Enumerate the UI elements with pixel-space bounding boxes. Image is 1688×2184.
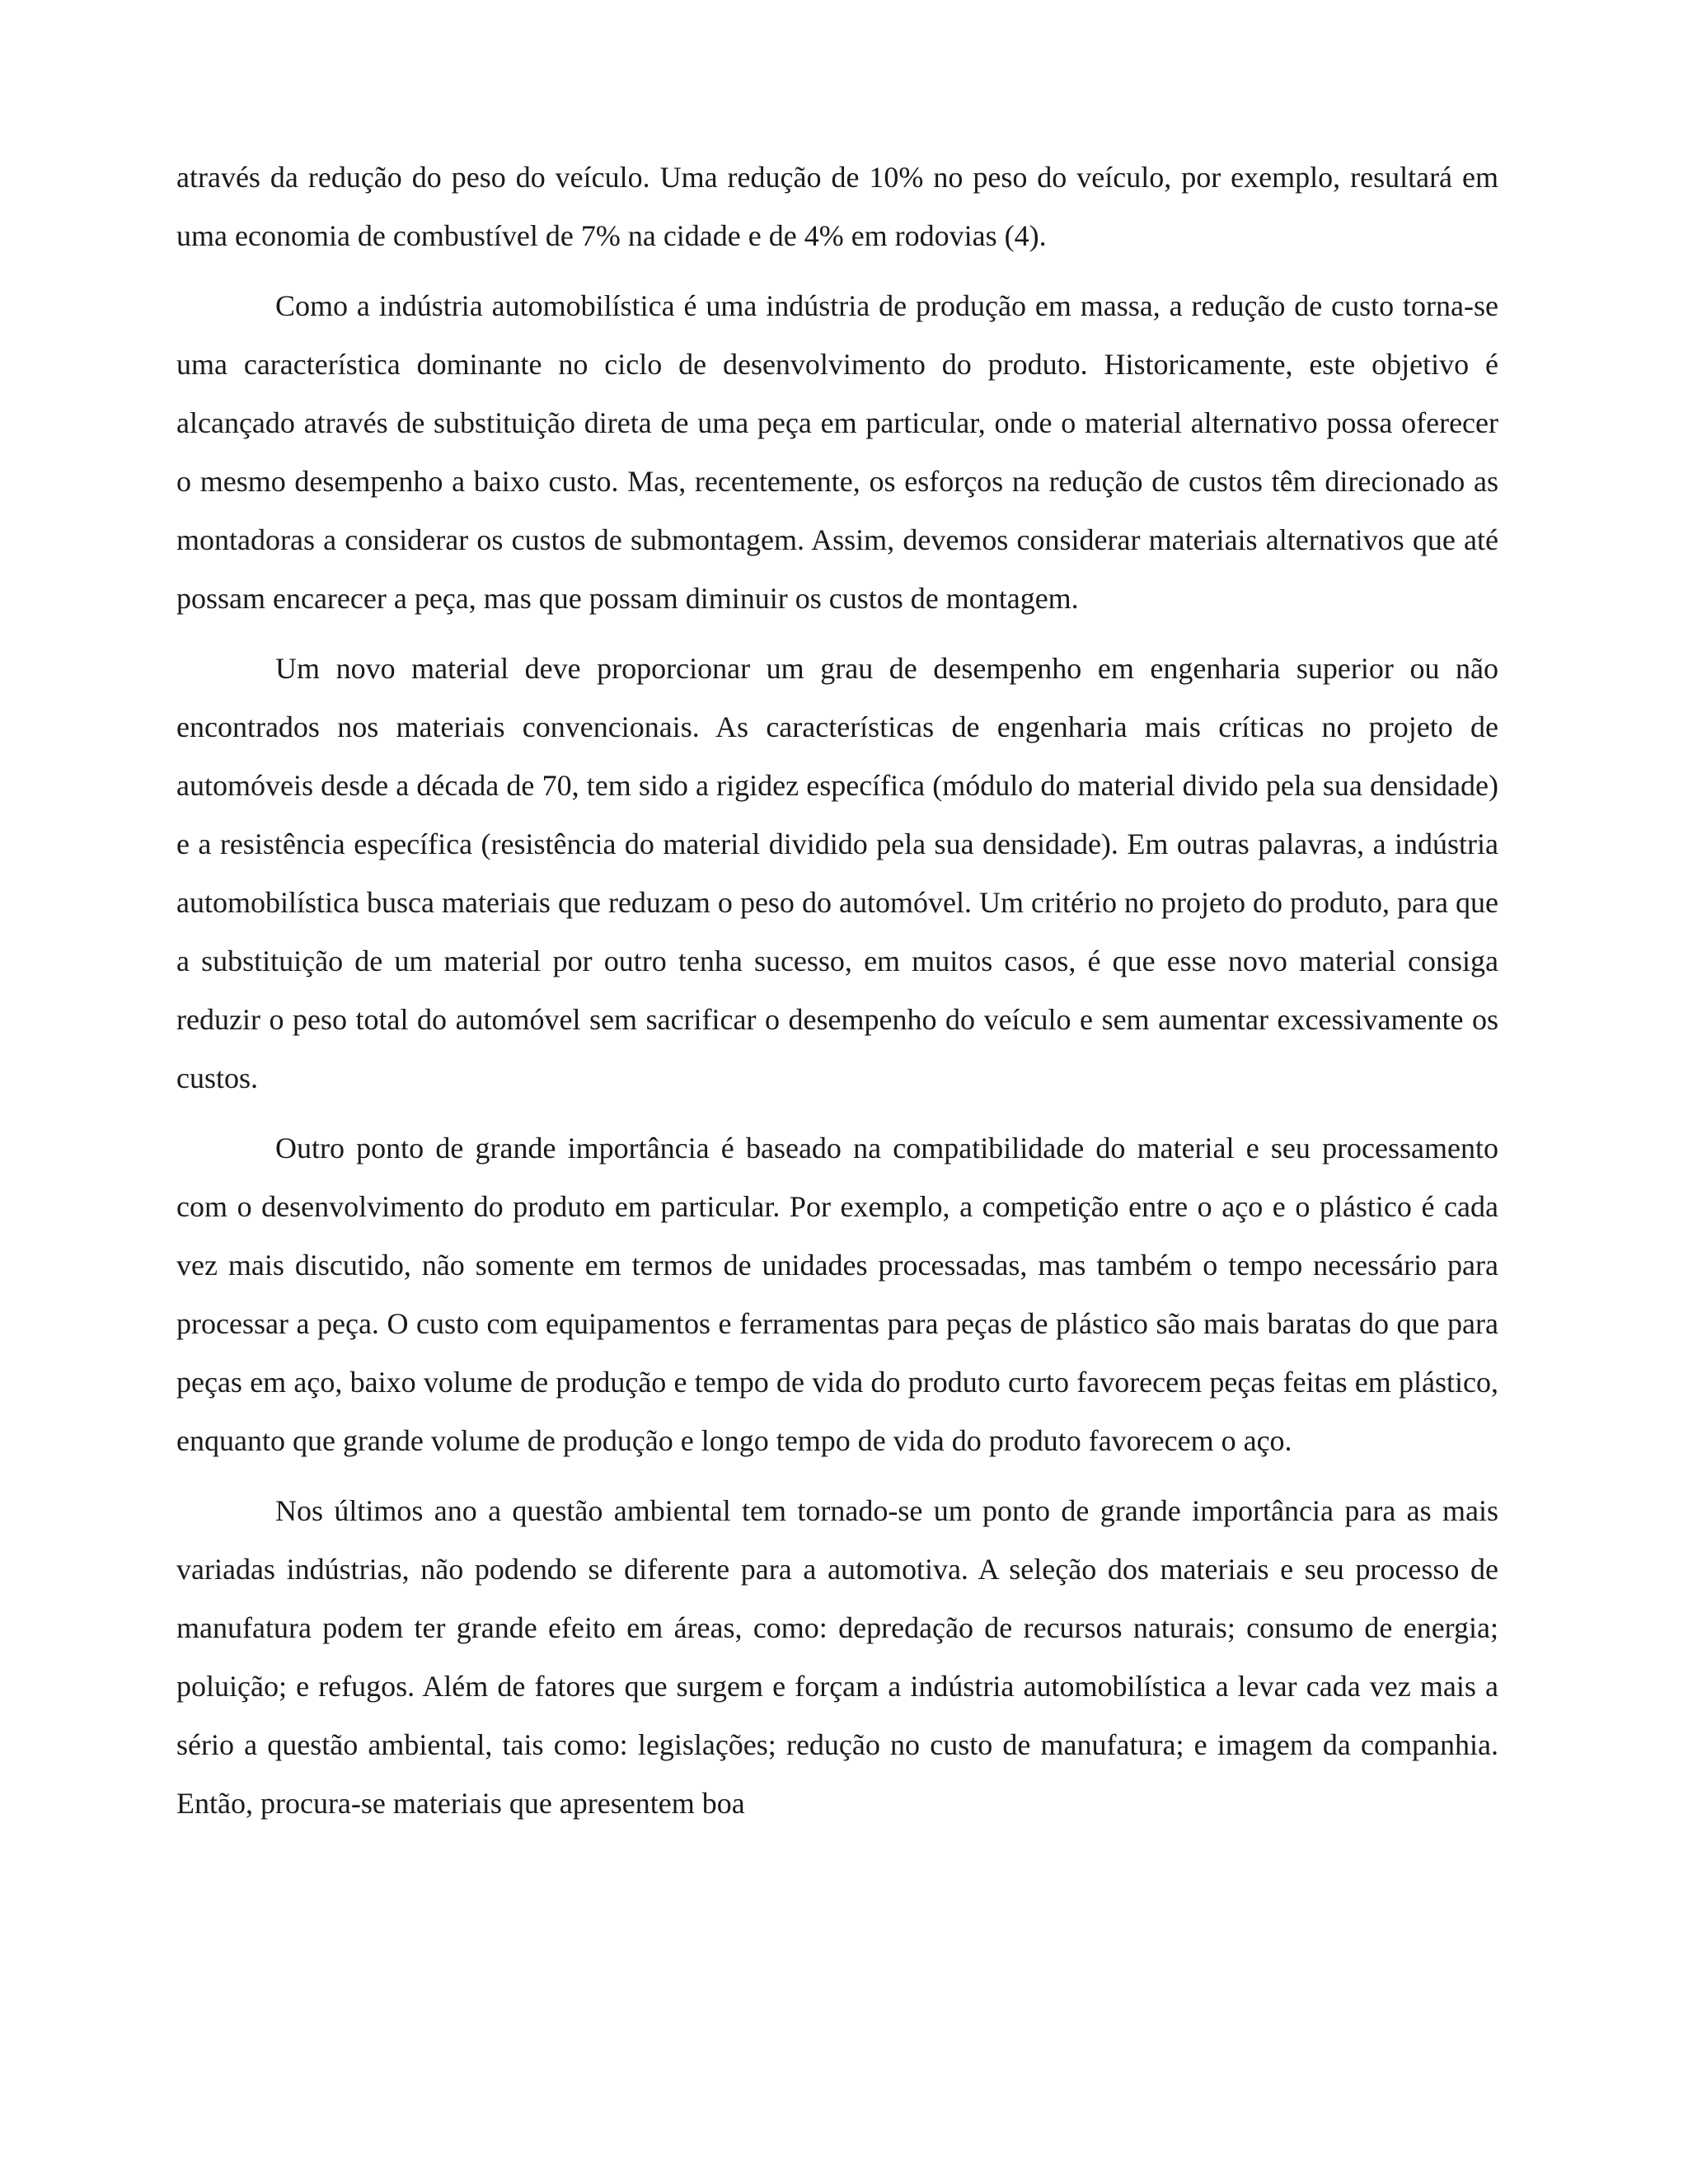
paragraph-5: Nos últimos ano a questão ambiental tem tornado-se um ponto de grande importância para as mais variadas indústrias, não podendo se diferente para a automotiva. A seleção dos materiais e seu processo de manufatura podem ter grande efeito em áreas, como: depredação de recursos naturais; consumo de energia; poluição; e refugos. Além de fatores que surgem e forçam a indústria automobilística a levar cada vez mais a sério a questão ambiental, tais como: legislações; redução no custo de manufatura; e imagem da companhia. Então, procura-se materiais que apresentem boa — [176, 1494, 1498, 1820]
paragraph-2: Como a indústria automobilística é uma indústria de produção em massa, a redução de custo torna-se uma característica dominante no ciclo de desenvolvimento do produto. Historicamente, este objetivo é alcançado através de substituição direta de uma peça em particular, onde o material alternativo possa oferecer o mesmo desempenho a baixo custo. Mas, recentemente, os esforços na redução de custos têm direcionado as montadoras a considerar os custos de submontagem. Assim, devemos considerar materiais alternativos que até possam encarecer a peça, mas que possam diminuir os custos de montagem. — [176, 289, 1498, 615]
paragraph-4: Outro ponto de grande importância é baseado na compatibilidade do material e seu processamento com o desenvolvimento do produto em particular. Por exemplo, a competição entre o aço e o plástico é cada vez mais discutido, não somente em termos de unidades processadas, mas também o tempo necessário para processar a peça. O custo com equipamentos e ferramentas para peças de plástico são mais baratas do que para peças em aço, baixo volume de produção e tempo de vida do produto curto favorecem peças feitas em plástico, enquanto que grande volume de produção e longo tempo de vida do produto favorecem o aço. — [176, 1132, 1498, 1457]
paragraph-3: Um novo material deve proporcionar um grau de desempenho em engenharia superior ou não encontrados nos materiais convencionais. As características de engenharia mais críticas no projeto de automóveis desde a década de 70, tem sido a rigidez específica (módulo do material divido pela sua densidade) e a resistência específica (resistência do material dividido pela sua densidade). Em outras palavras, a indústria automobilística busca materiais que reduzam o peso do automóvel. Um critério no projeto do produto, para que a substituição de um material por outro tenha sucesso, em muitos casos, é que esse novo material consiga reduzir o peso total do automóvel sem sacrificar o desempenho do veículo e sem aumentar excessivamente os custos. — [176, 652, 1498, 1094]
paragraph-1: através da redução do peso do veículo. Uma redução de 10% no peso do veículo, por exemplo, resultará em uma economia de combustível de 7% na cidade e de 4% em rodovias (4). — [176, 161, 1498, 252]
